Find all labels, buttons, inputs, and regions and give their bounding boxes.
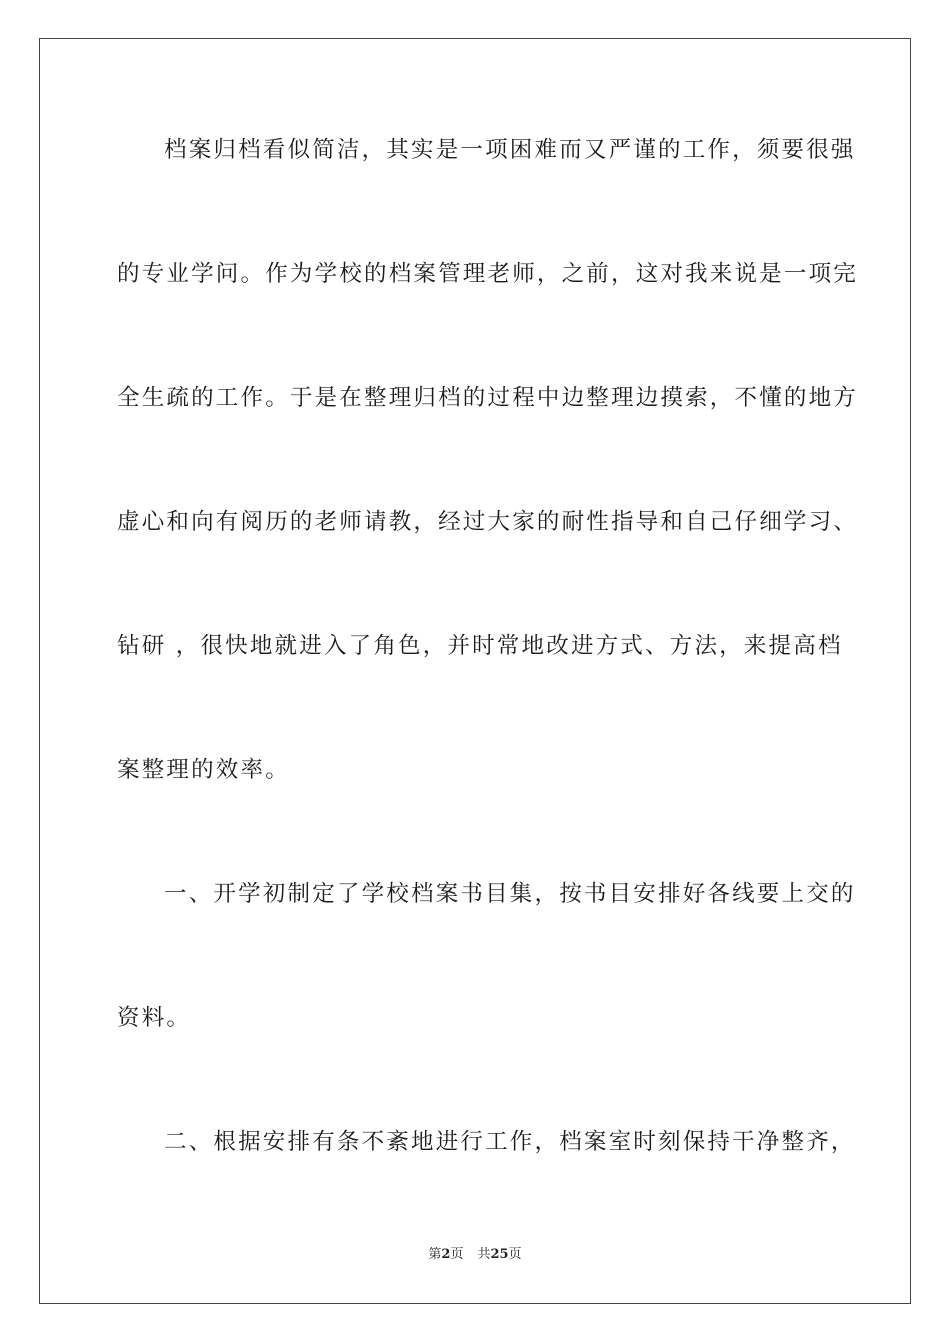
total-prefix: 共 <box>477 1247 491 1262</box>
paragraph-1-line-6: 案整理的效率。 <box>117 757 290 783</box>
page-number: 2 <box>441 1247 451 1262</box>
page-border <box>39 38 911 1304</box>
item-1-line-1: 一、开学初制定了学校档案书目集，按书目安排好各线要上交的 <box>164 881 856 907</box>
page-footer <box>0 1246 950 1264</box>
paragraph-1-line-4: 虚心和向有阅历的老师请教，经过大家的耐性指导和自己仔细学习、 <box>117 509 859 535</box>
total-suffix: 页 <box>508 1247 522 1262</box>
item-1-line-2: 资料。 <box>117 1005 192 1031</box>
total-pages: 25 <box>490 1247 509 1262</box>
paragraph-1-line-3: 全生疏的工作。于是在整理归档的过程中边整理边摸索，不懂的地方 <box>117 385 859 411</box>
page-suffix: 页 <box>450 1247 464 1262</box>
paragraph-1-line-1: 档案归档看似简洁，其实是一项困难而又严谨的工作，须要很强 <box>164 137 856 163</box>
paragraph-1-line-2: 的专业学问。作为学校的档案管理老师，之前，这对我来说是一项完 <box>117 261 859 287</box>
paragraph-1-line-5: 钻研 ，很快地就进入了角色，并时常地改进方式、方法，来提高档 <box>117 633 843 659</box>
page-prefix: 第 <box>428 1247 442 1262</box>
item-2-line-1: 二、根据安排有条不紊地进行工作，档案室时刻保持干净整齐， <box>164 1129 856 1155</box>
